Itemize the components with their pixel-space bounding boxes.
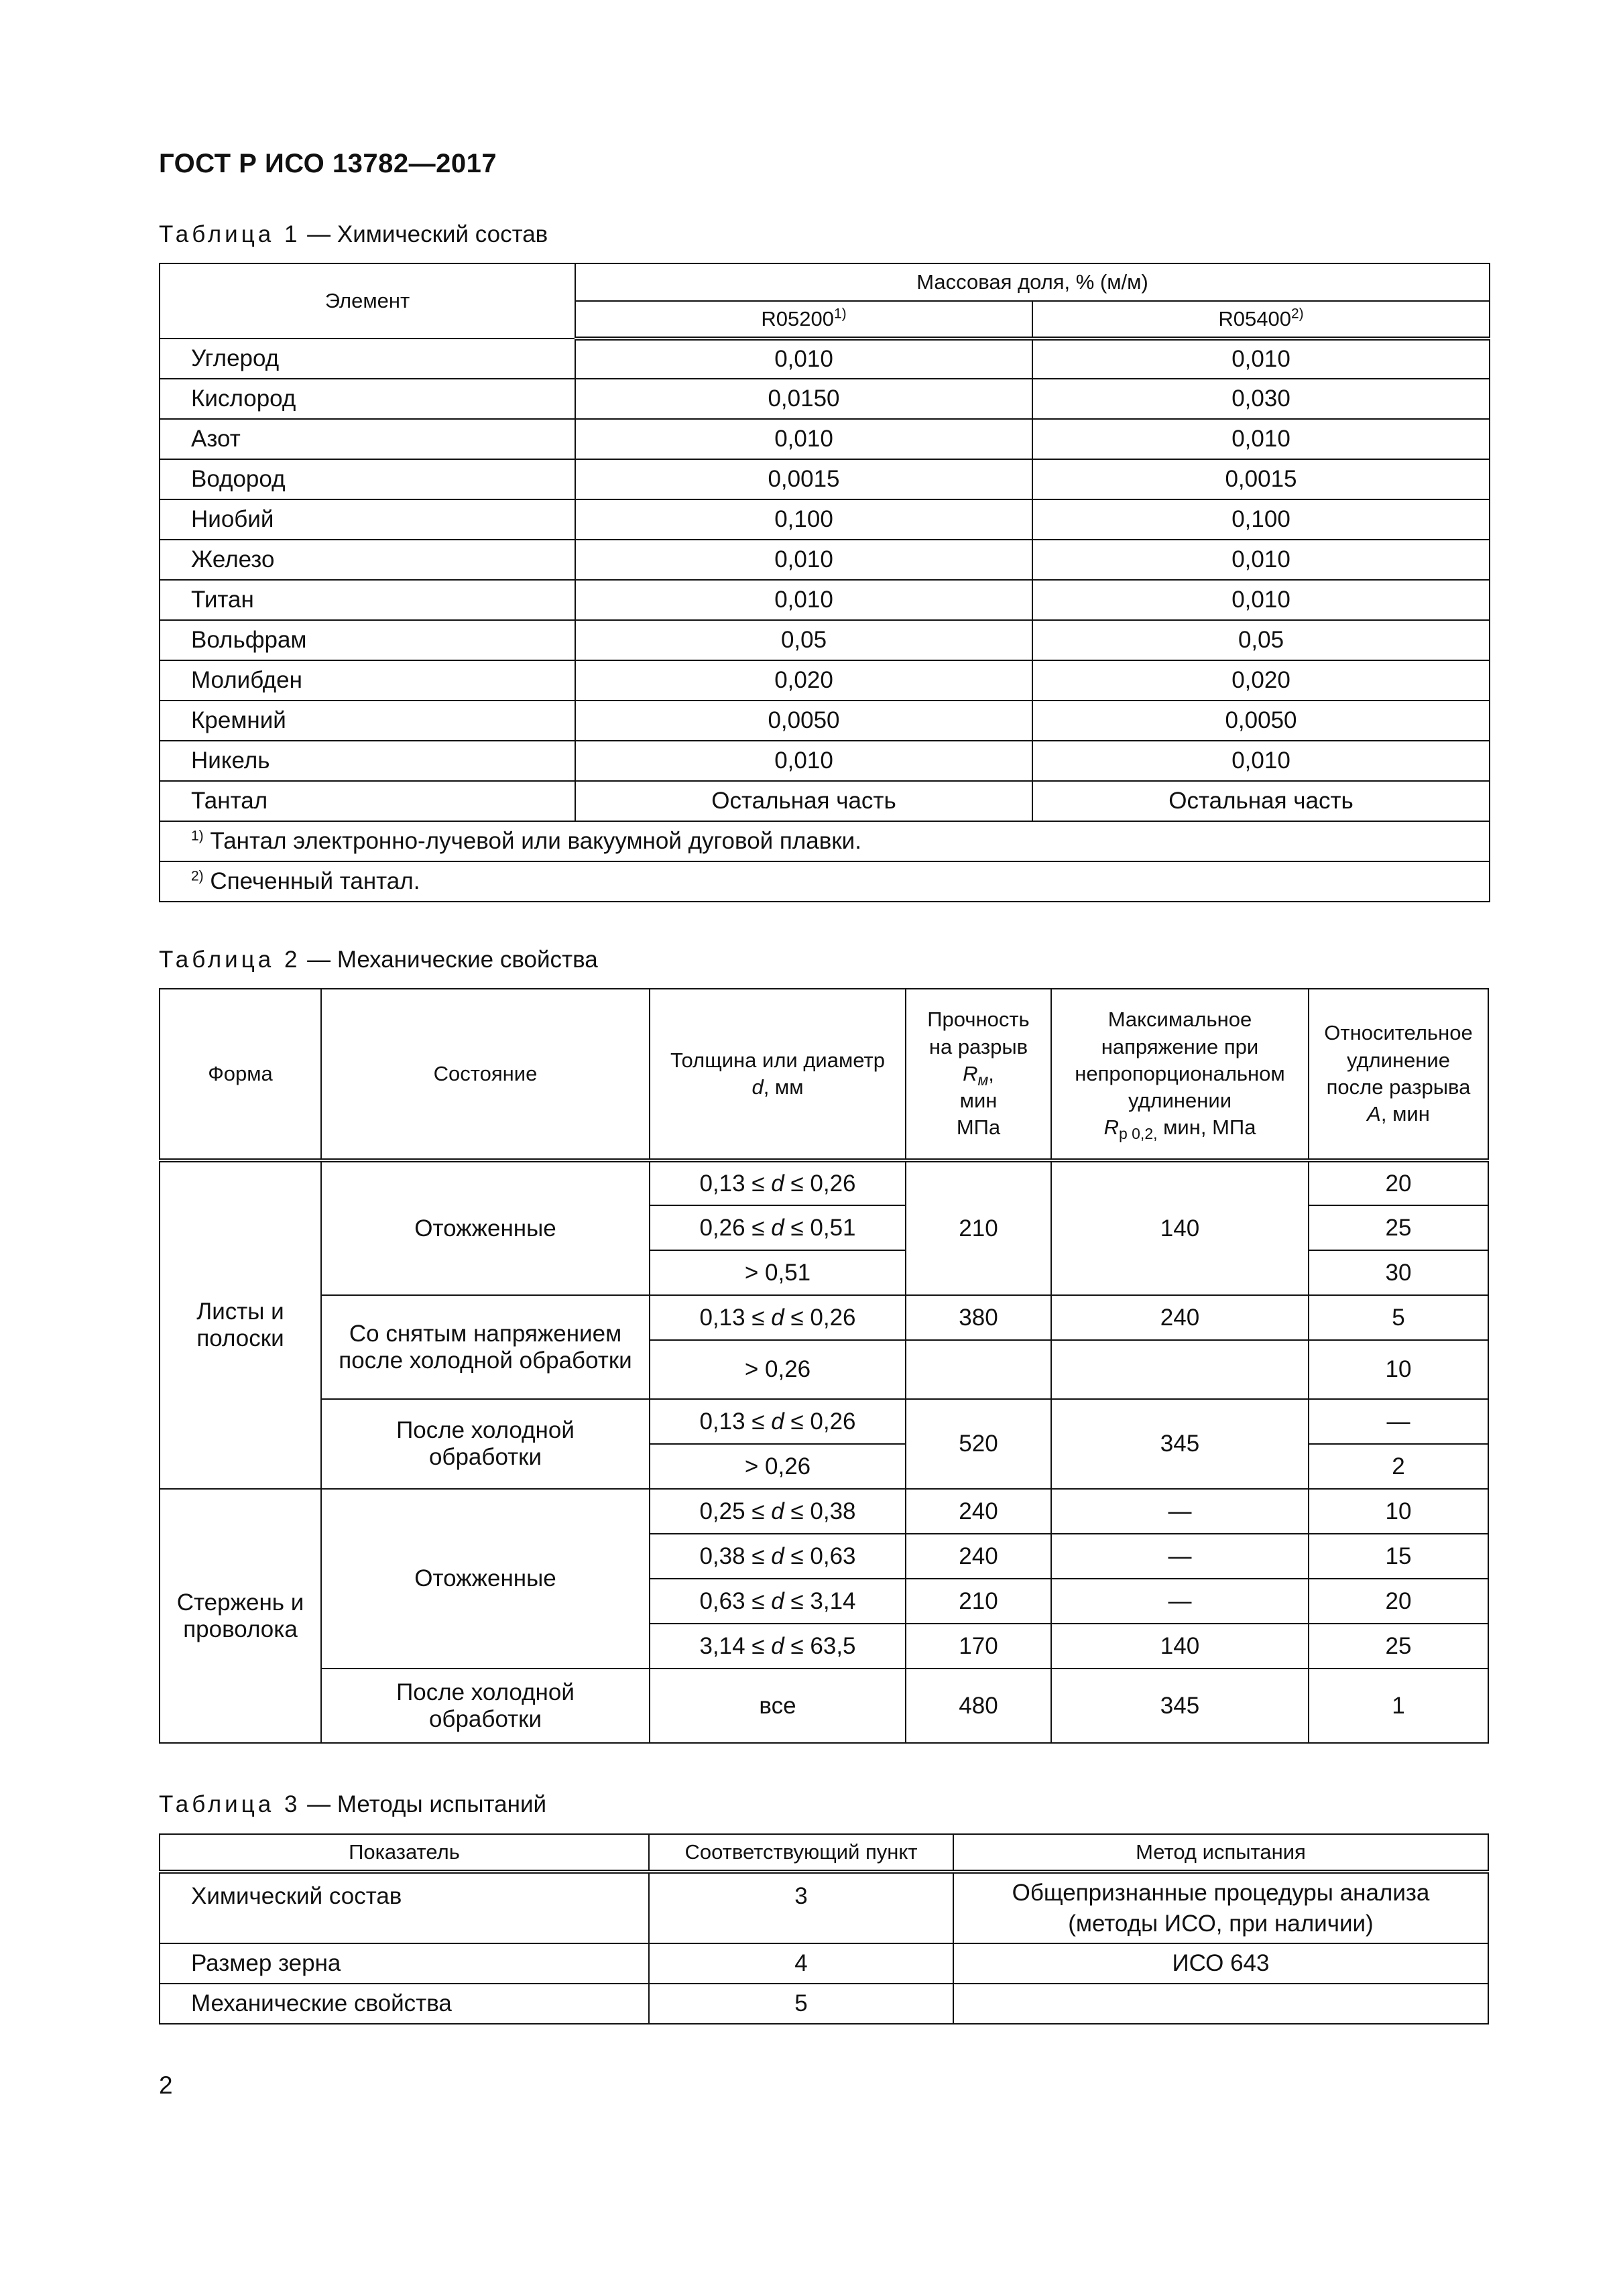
composition-row [160,620,1490,660]
table2-header-thickness [650,989,906,1160]
yield-value: 140 [1051,1160,1309,1295]
range-cell: > 0,26 [650,1340,906,1399]
le-sign: ≤ [784,1408,810,1435]
table2-header-yield-stress [1051,989,1309,1160]
range-cell [650,1160,906,1205]
table2-caption-text: — Механические свойства [300,947,598,973]
elongation-value: 25 [1309,1624,1488,1669]
form-sheets: Листы и полоски [160,1160,321,1489]
range-cell: > 0,26 [650,1444,906,1489]
table2-header-form: Форма [160,989,321,1160]
chemical-composition-table [159,263,1490,902]
composition-row [160,339,1490,379]
composition-row [160,419,1490,459]
var-d: d [752,1075,764,1099]
range-high: 0,26 [810,1170,856,1197]
var-sub: м [977,1071,989,1089]
grade-r05200-value: 0,100 [575,499,1032,540]
table3-header-indicator: Показатель [160,1834,649,1872]
range-cell: все [650,1669,906,1743]
var-d: d [771,1304,784,1331]
le-sign: ≤ [784,1632,810,1659]
footnote-mark: 2) [191,868,204,884]
header-line: на разрыв [928,1034,1028,1059]
table3-header-method: Метод испытания [953,1834,1488,1872]
grade-r05200-value: 0,020 [575,660,1032,701]
composition-row [160,580,1490,620]
range-high: 63,5 [810,1632,856,1659]
table2-caption-prefix: Таблица 2 [159,947,301,973]
yield-value-empty [1051,1340,1309,1399]
test-indicator: Химический состав [160,1872,649,1943]
table2-caption [159,947,598,973]
grade-r05200-value: 0,0015 [575,459,1032,499]
header-line: Относительное [1324,1021,1473,1045]
var-sub: p 0,2, [1118,1125,1158,1143]
table1-header-element: Элемент [160,263,575,339]
range-low: 0,25 [699,1498,745,1524]
composition-row [160,379,1490,419]
elongation-value: 10 [1309,1489,1488,1534]
range-low: 0,26 [699,1214,745,1241]
table1-caption [159,221,548,248]
var-a: A [1367,1102,1381,1126]
le-sign: ≤ [784,1543,810,1569]
document-header: ГОСТ Р ИСО 13782—2017 [159,149,497,178]
yield-value: — [1051,1534,1309,1579]
footnote-text: Тантал электронно-лучевой или вакуумной дуговой плавки. [203,828,861,854]
header-line: Толщина или диаметр [670,1048,885,1072]
grade-r05400-value: 0,010 [1032,580,1490,620]
table2-header-tensile-strength: Прочность на разрыв $R_м$, мин МПа [906,989,1051,1160]
header-line: , мм [763,1075,804,1099]
le-sign: ≤ [745,1587,772,1614]
grade-r05200-value: 0,010 [575,741,1032,781]
table3-caption [159,1791,546,1818]
grade-r05200-value: 0,0150 [575,379,1032,419]
elongation-value: 20 [1309,1160,1488,1205]
test-clause: 5 [649,1984,953,2024]
le-sign: ≤ [745,1304,772,1331]
range-low: 0,38 [699,1543,745,1569]
element-name: Никель [160,741,575,781]
grade-r05400-value: 0,0050 [1032,701,1490,741]
yield-value: — [1051,1489,1309,1534]
le-sign: ≤ [784,1304,810,1331]
yield-value: 345 [1051,1669,1309,1743]
grade-r05400-value: Остальная часть [1032,781,1490,821]
grade-r05400-value: 0,020 [1032,660,1490,701]
range-high: 0,26 [810,1408,856,1435]
elongation-value: 5 [1309,1295,1488,1340]
tensile-value-empty [906,1340,1051,1399]
table3-caption-text: — Методы испытаний [300,1791,547,1817]
range-cell [650,1579,906,1624]
element-name: Молибден [160,660,575,701]
header-line: МПа [956,1115,1001,1140]
elongation-value: 2 [1309,1444,1488,1489]
le-sign: ≤ [784,1214,810,1241]
test-method: Общепризнанные процедуры анализа (методы ИСО, при наличии) [953,1872,1488,1943]
grade-r05400-value: 0,0015 [1032,459,1490,499]
range-high: 0,26 [810,1304,856,1331]
elongation-value: 30 [1309,1250,1488,1295]
elongation-value: 25 [1309,1205,1488,1250]
composition-row [160,701,1490,741]
test-clause: 3 [649,1872,953,1943]
table1-caption-text: — Химический состав [300,221,548,247]
element-name: Ниобий [160,499,575,540]
composition-row [160,660,1490,701]
composition-row [160,741,1490,781]
header-line: непропорциональном [1075,1061,1285,1085]
yield-value: 345 [1051,1399,1309,1489]
var-d: d [771,1408,784,1435]
table1-header-mass-fraction: Массовая доля, % (м/м) [575,263,1490,301]
header-line: удлинение [1346,1048,1450,1072]
mechanical-properties-table [159,988,1489,1744]
grade-label: R05200 [761,306,834,330]
tensile-value: 210 [906,1579,1051,1624]
range-low: 0,63 [699,1587,745,1614]
grade-r05200-value: Остальная часть [575,781,1032,821]
elongation-value: 15 [1309,1534,1488,1579]
tensile-value: 520 [906,1399,1051,1489]
grade-r05400-value: 0,030 [1032,379,1490,419]
element-name: Водород [160,459,575,499]
composition-row [160,459,1490,499]
header-line: Максимальное [1107,1008,1252,1032]
element-name: Титан [160,580,575,620]
tensile-value: 480 [906,1669,1051,1743]
le-sign: ≤ [745,1214,772,1241]
range-high: 0,51 [810,1214,856,1241]
element-name: Тантал [160,781,575,821]
state-annealed: Отожженные [321,1160,650,1295]
test-clause: 4 [649,1943,953,1984]
form-rods: Стержень и проволока [160,1489,321,1743]
tensile-value: 210 [906,1160,1051,1295]
state-annealed: Отожженные [321,1489,650,1669]
grade-r05200-value: 0,0050 [575,701,1032,741]
grade-r05200-value: 0,010 [575,339,1032,379]
le-sign: ≤ [784,1587,810,1614]
element-name: Вольфрам [160,620,575,660]
element-name: Азот [160,419,575,459]
test-methods-table [159,1833,1489,2025]
tensile-value: 380 [906,1295,1051,1340]
header-line: мин [959,1089,998,1113]
elongation-value: 10 [1309,1340,1488,1399]
header-line: Прочность [927,1008,1030,1032]
grade-r05200-value: 0,010 [575,540,1032,580]
var-d: d [771,1587,784,1614]
table1-footnote-1 [160,821,1490,861]
header-line: удлинении [1128,1089,1232,1113]
grade-r05200-value: 0,010 [575,580,1032,620]
table2-header-elongation [1309,989,1488,1160]
le-sign: ≤ [745,1498,772,1524]
tensile-value: 170 [906,1624,1051,1669]
elongation-value: — [1309,1399,1488,1444]
elongation-value: 1 [1309,1669,1488,1743]
table1-header-r05200 [575,301,1032,339]
var-r: R [963,1061,978,1085]
table2-header-state: Состояние [321,989,650,1160]
grade-r05400-value: 0,010 [1032,419,1490,459]
var-d: d [771,1170,784,1197]
header-line: после разрыва [1326,1075,1471,1099]
grade-r05400-value: 0,010 [1032,540,1490,580]
grade-r05400-value: 0,010 [1032,339,1490,379]
grade-r05200-value: 0,05 [575,620,1032,660]
test-indicator: Размер зерна [160,1943,649,1984]
yield-value: — [1051,1579,1309,1624]
tensile-value: 240 [906,1534,1051,1579]
header-line: , мин [1380,1102,1430,1126]
range-cell [650,1624,906,1669]
state-cold-worked: После холодной обработки [321,1399,650,1489]
var-d: d [771,1543,784,1569]
test-indicator: Механические свойства [160,1984,649,2024]
element-name: Кислород [160,379,575,419]
element-name: Железо [160,540,575,580]
grade-label: R05400 [1218,306,1291,330]
footnote-text: Спеченный тантал. [203,868,420,894]
footnote-mark: 1) [191,828,204,844]
range-cell [650,1534,906,1579]
range-cell [650,1489,906,1534]
yield-value: 140 [1051,1624,1309,1669]
le-sign: ≤ [745,1170,772,1197]
le-sign: ≤ [784,1170,810,1197]
page-number: 2 [159,2071,173,2099]
var-r: R [1103,1115,1119,1140]
var-d: d [771,1498,784,1524]
table1-header-r05400 [1032,301,1490,339]
le-sign: ≤ [745,1543,772,1569]
element-name: Кремний [160,701,575,741]
range-low: 0,13 [699,1408,745,1435]
range-low: 0,13 [699,1170,745,1197]
table3-caption-prefix: Таблица 3 [159,1791,301,1817]
header-line: напряжение при [1101,1034,1259,1059]
grade-r05400-value: 0,100 [1032,499,1490,540]
range-low: 3,14 [699,1632,745,1659]
le-sign: ≤ [784,1498,810,1524]
table1-caption-prefix: Таблица 1 [159,221,301,247]
composition-row [160,781,1490,821]
range-cell [650,1399,906,1444]
state-stress-relieved: Со снятым напряжением после холодной обработки [321,1295,650,1399]
le-sign: ≤ [745,1408,772,1435]
test-method [953,1984,1488,2024]
element-name: Углерод [160,339,575,379]
range-high: 0,38 [810,1498,856,1524]
range-high: 0,63 [810,1543,856,1569]
header-line: мин, МПа [1157,1115,1256,1140]
test-method: ИСО 643 [953,1943,1488,1984]
grade-r05200-value: 0,010 [575,419,1032,459]
var-d: d [771,1214,784,1241]
tensile-value: 240 [906,1489,1051,1534]
le-sign: ≤ [745,1632,772,1659]
range-cell [650,1295,906,1340]
table3-header-clause: Соответствующий пункт [649,1834,953,1872]
composition-row [160,499,1490,540]
footnote-ref: 2) [1290,306,1304,322]
range-low: 0,13 [699,1304,745,1331]
range-cell: > 0,51 [650,1250,906,1295]
footnote-ref: 1) [833,306,847,322]
yield-value: 240 [1051,1295,1309,1340]
state-cold-worked: После холодной обработки [321,1669,650,1743]
grade-r05400-value: 0,010 [1032,741,1490,781]
range-high: 3,14 [810,1587,856,1614]
grade-r05400-value: 0,05 [1032,620,1490,660]
composition-row [160,540,1490,580]
table1-footnote-2 [160,861,1490,902]
elongation-value: 20 [1309,1579,1488,1624]
range-cell [650,1205,906,1250]
var-d: d [771,1632,784,1659]
